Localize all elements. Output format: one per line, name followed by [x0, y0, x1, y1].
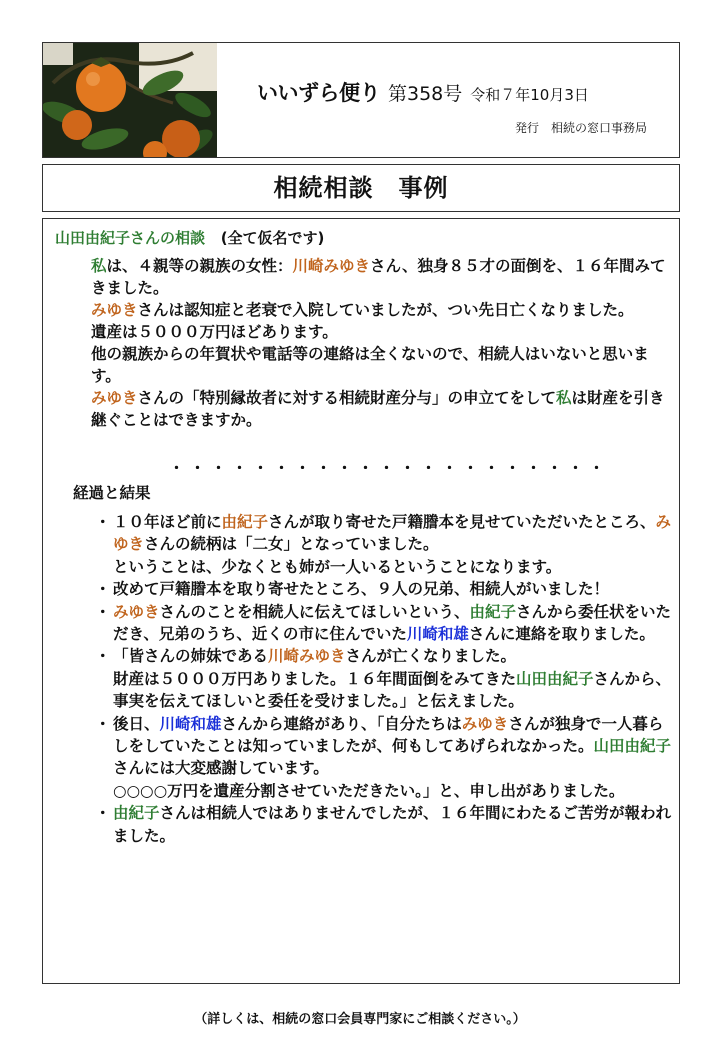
text-segment: さんに連絡を取りました。 — [468, 625, 655, 644]
result-item — [95, 645, 677, 712]
highlighted-name: みゆき — [113, 602, 160, 621]
text-segment: 遺産は５０００万円ほどあります。 — [91, 323, 338, 341]
results-heading: 経過と結果 — [73, 484, 151, 502]
text-segment: 後日、 — [113, 714, 160, 733]
highlighted-name: 川崎和雄 — [406, 625, 469, 644]
text-segment: さんが独身で一人暮らしをしていたことは知っていましたが、何もしてあげられなかった。 — [113, 714, 664, 756]
text-segment: 財産は５０００万円ありました。１６年間面倒をみてきた — [113, 669, 517, 688]
highlighted-name: 由紀子 — [469, 602, 517, 621]
text-segment: さんが取り寄せた戸籍謄本を見せていただいたところ、 — [268, 513, 656, 531]
highlighted-name: 由紀子 — [113, 804, 160, 823]
highlighted-name: 山田由紀子 — [593, 737, 672, 756]
highlighted-name: みゆき — [461, 714, 509, 733]
result-item — [95, 511, 677, 578]
topic-title: 相続相談 事例 — [273, 174, 449, 202]
story-paragraph — [91, 299, 675, 321]
text-segment: ○○○○万円を遺産分割させていただきたい。」と、申し出がありました。 — [113, 781, 625, 800]
newsletter-header — [42, 42, 680, 158]
consultation-heading-name: 山田由紀子さんの相談 — [55, 229, 206, 247]
highlighted-name: 私 — [91, 257, 107, 275]
highlighted-name: みゆき — [91, 389, 138, 407]
story-paragraph — [91, 255, 675, 299]
case-body — [42, 218, 680, 984]
text-segment: さんから連絡があり、「自分たちは — [221, 714, 462, 733]
issue-date: 令和７年10月3日 — [470, 86, 589, 104]
topic-banner — [42, 164, 680, 212]
highlighted-name: みゆき — [113, 513, 672, 554]
bullet-mark: ・ — [95, 647, 111, 666]
text-segment: 他の親族からの年賀状や電話等の連絡は全くないので、相続人はいないと思います。 — [91, 345, 649, 385]
bullet-mark: ・ — [95, 804, 111, 823]
newsletter-title — [257, 77, 589, 107]
text-segment: さんには大変感謝しています。 — [113, 759, 329, 778]
text-segment: さんの続柄は「二女」となっていました。 — [144, 535, 439, 554]
text-segment: 「皆さんの姉妹である — [113, 647, 269, 666]
result-item — [95, 802, 677, 847]
consultation-story — [91, 255, 675, 431]
highlighted-name: 川崎和雄 — [159, 714, 222, 733]
newsletter-name: いいずら便り — [257, 81, 380, 105]
highlighted-name: 川崎みゆき — [268, 647, 346, 666]
publisher: 発行 相続の窓口事務局 — [514, 121, 647, 135]
text-segment: さんのことを相続人に伝えてほしいという、 — [159, 602, 470, 621]
result-item — [95, 713, 677, 803]
story-paragraph — [91, 343, 675, 387]
text-segment: さん、独身８５才の面倒を、１６年間みてきました。 — [91, 257, 666, 297]
issue-number: 第358号 — [388, 83, 463, 105]
footer-note: （詳しくは、相続の窓口会員専門家にご相談ください。） — [194, 1012, 526, 1027]
highlighted-name: 由紀子 — [221, 513, 269, 531]
consultation-heading-note: (全て仮名です) — [220, 229, 325, 247]
bullet-mark: ・ — [95, 602, 111, 621]
highlighted-name: 私 — [556, 389, 572, 407]
text-segment: １０年ほど前に — [113, 513, 222, 531]
persimmon-photo — [43, 43, 217, 157]
separator-dots: ・・・・・・・・・・・・・・・・・・・・・ — [169, 459, 611, 477]
bullet-mark: ・ — [95, 714, 111, 733]
story-paragraph — [91, 321, 675, 343]
text-segment: さんは相続人ではありませんでしたが、１６年間にわたるご苦労が報われました。 — [113, 804, 672, 845]
highlighted-name: 川崎みゆき — [292, 257, 371, 275]
text-segment: は、４親等の親族の女性： — [106, 257, 293, 275]
text-segment: さんは認知症と老衰で入院していましたが、つい先日亡くなりました。 — [137, 301, 634, 319]
text-segment: さんから委任状をいただき、兄弟のうち、近くの市に住んでいた — [113, 602, 672, 644]
result-item — [95, 601, 677, 646]
result-item — [95, 578, 677, 600]
text-segment: 改めて戸籍謄本を取り寄せたところ、９人の兄弟、相続人がいました！ — [113, 580, 610, 599]
bullet-mark: ・ — [95, 580, 111, 599]
text-segment: は財産を引き継ぐことはできますか。 — [91, 389, 665, 429]
text-segment: さんから、事実を伝えてほしいと委任を受けました。」と伝えました。 — [113, 669, 672, 711]
bullet-mark: ・ — [95, 513, 111, 531]
highlighted-name: 山田由紀子 — [516, 669, 594, 688]
text-segment: さんが亡くなりました。 — [345, 647, 517, 666]
story-paragraph — [91, 387, 675, 431]
consultation-heading — [55, 227, 324, 248]
text-segment: さんの「特別縁故者に対する相続財産分与」の申立てをして — [137, 389, 557, 407]
text-segment: ということは、少なくとも姉が一人いるということになります。 — [113, 557, 562, 576]
results-list — [95, 511, 677, 847]
highlighted-name: みゆき — [91, 301, 138, 319]
